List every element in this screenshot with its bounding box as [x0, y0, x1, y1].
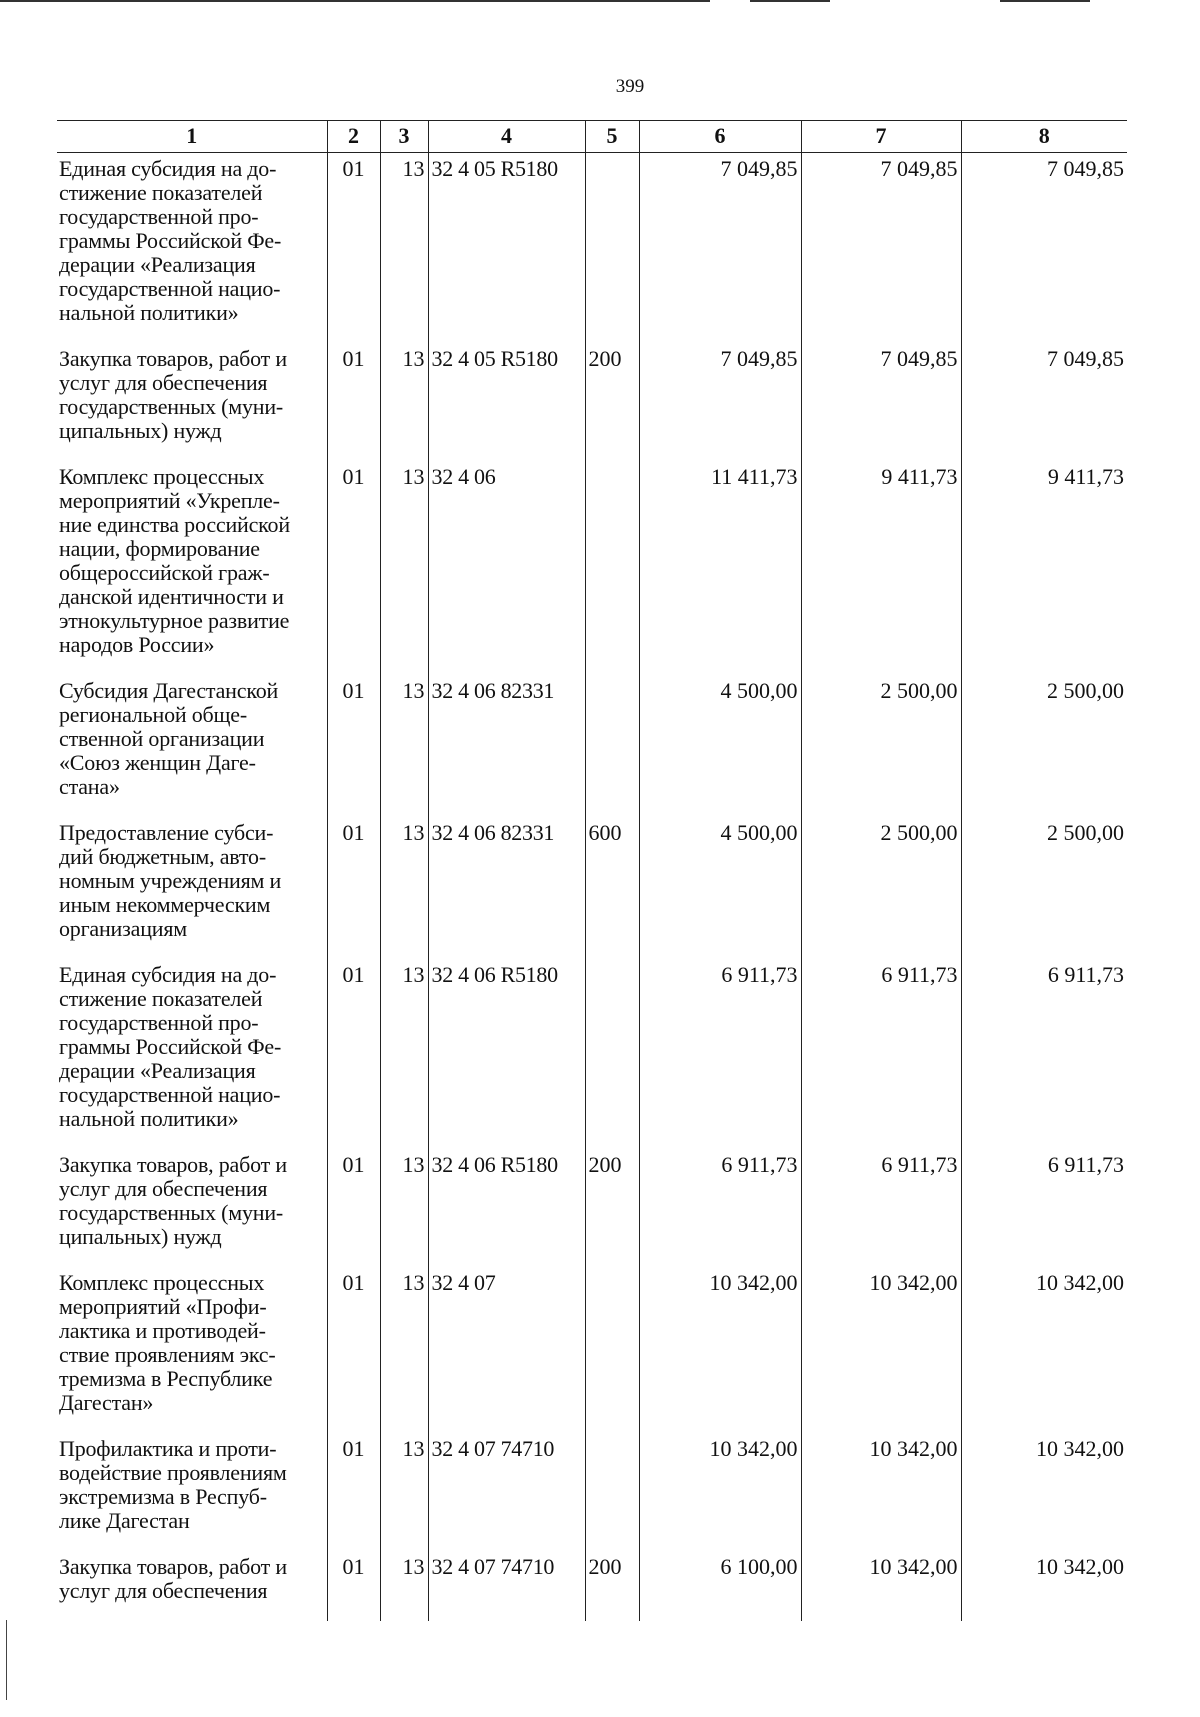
row-subsection: 13: [380, 153, 428, 344]
row-name: Предоставление субси- дий бюджетным, авто- номным учреждениям и иным некоммерческим организациям: [59, 820, 282, 941]
row-expense-type: 600: [585, 817, 639, 959]
row-subsection: 13: [380, 959, 428, 1149]
table-row: [57, 1433, 1127, 1551]
row-amount-6: 10 342,00: [639, 1267, 801, 1433]
row-section: 01: [327, 1267, 380, 1433]
row-amount-7: 10 342,00: [801, 1433, 961, 1551]
row-name: Закупка товаров, работ и услуг для обеспечения: [59, 1554, 287, 1603]
row-amount-7: 2 500,00: [801, 817, 961, 959]
scan-top-edge: [0, 0, 1200, 3]
row-section: 01: [327, 153, 380, 344]
row-amount-8: 2 500,00: [961, 817, 1127, 959]
row-section: 01: [327, 675, 380, 817]
row-amount-8: 10 342,00: [961, 1267, 1127, 1433]
row-amount-8: 10 342,00: [961, 1433, 1127, 1551]
table-row: [57, 1551, 1127, 1621]
row-name: Комплекс процессных мероприятий «Укрепле- ние единства российской нации, формирование общероссийской граж- данской идентичности и этнокультурное развитие народов России»: [59, 464, 290, 657]
table-row: [57, 153, 1127, 344]
row-target-code: 32 4 07 74710: [428, 1551, 585, 1621]
scan-left-margin-mark: [6, 1620, 7, 1700]
row-target-code: 32 4 06 82331: [428, 817, 585, 959]
row-section: 01: [327, 817, 380, 959]
row-amount-6: 7 049,85: [639, 343, 801, 461]
row-name: Закупка товаров, работ и услуг для обеспечения государственных (муни- ципальных) нужд: [59, 346, 287, 443]
table-row: [57, 461, 1127, 675]
row-name: Субсидия Дагестанской региональной обще- ственной организации «Союз женщин Даге- стана»: [59, 678, 279, 799]
col-header-5: 5: [585, 121, 639, 153]
col-header-8: 8: [961, 121, 1127, 153]
row-target-code: 32 4 06 82331: [428, 675, 585, 817]
table-header-row: [57, 121, 1127, 153]
row-amount-8: 2 500,00: [961, 675, 1127, 817]
col-header-7: 7: [801, 121, 961, 153]
row-expense-type: [585, 153, 639, 344]
row-name: Единая субсидия на до- стижение показателей государственной про- граммы Российской Фе- дерации «Реализация государственной нацио- нальной политики»: [59, 156, 282, 325]
row-target-code: 32 4 06 R5180: [428, 1149, 585, 1267]
page-number: 399: [615, 76, 645, 97]
row-subsection: 13: [380, 1149, 428, 1267]
row-amount-6: 4 500,00: [639, 675, 801, 817]
row-section: 01: [327, 1551, 380, 1621]
col-header-2: 2: [327, 121, 380, 153]
row-amount-7: 6 911,73: [801, 1149, 961, 1267]
col-header-3: 3: [380, 121, 428, 153]
row-subsection: 13: [380, 1551, 428, 1621]
row-expense-type: [585, 675, 639, 817]
table-row: [57, 675, 1127, 817]
row-amount-6: 10 342,00: [639, 1433, 801, 1551]
row-amount-7: 10 342,00: [801, 1551, 961, 1621]
row-target-code: 32 4 06: [428, 461, 585, 675]
row-name: Закупка товаров, работ и услуг для обеспечения государственных (муни- ципальных) нужд: [59, 1152, 287, 1249]
table-row: [57, 343, 1127, 461]
row-expense-type: [585, 1267, 639, 1433]
row-amount-6: 6 911,73: [639, 959, 801, 1149]
row-target-code: 32 4 07 74710: [428, 1433, 585, 1551]
budget-table: [57, 120, 1127, 1621]
row-section: 01: [327, 959, 380, 1149]
row-target-code: 32 4 07: [428, 1267, 585, 1433]
row-section: 01: [327, 343, 380, 461]
row-amount-8: 6 911,73: [961, 959, 1127, 1149]
row-name: Комплекс процессных мероприятий «Профи- лактика и противодей- ствие проявлениям экс- тремизма в Республике Дагестан»: [59, 1270, 276, 1415]
row-expense-type: [585, 1433, 639, 1551]
row-section: 01: [327, 461, 380, 675]
row-section: 01: [327, 1433, 380, 1551]
row-subsection: 13: [380, 675, 428, 817]
table-row: [57, 817, 1127, 959]
row-amount-6: 6 911,73: [639, 1149, 801, 1267]
row-amount-8: 9 411,73: [961, 461, 1127, 675]
row-target-code: 32 4 06 R5180: [428, 959, 585, 1149]
col-header-1: 1: [57, 121, 327, 153]
row-amount-7: 7 049,85: [801, 153, 961, 344]
row-name: Профилактика и проти- водействие проявлениям экстремизма в Респуб- лике Дагестан: [59, 1436, 287, 1533]
row-expense-type: [585, 461, 639, 675]
row-subsection: 13: [380, 461, 428, 675]
row-subsection: 13: [380, 1433, 428, 1551]
row-expense-type: [585, 959, 639, 1149]
row-amount-7: 6 911,73: [801, 959, 961, 1149]
table-row: [57, 959, 1127, 1149]
row-amount-6: 7 049,85: [639, 153, 801, 344]
row-subsection: 13: [380, 817, 428, 959]
row-section: 01: [327, 1149, 380, 1267]
row-amount-8: 10 342,00: [961, 1551, 1127, 1621]
row-amount-7: 7 049,85: [801, 343, 961, 461]
row-name: Единая субсидия на до- стижение показателей государственной про- граммы Российской Фе- дерации «Реализация государственной нацио- нальной политики»: [59, 962, 282, 1131]
col-header-6: 6: [639, 121, 801, 153]
row-expense-type: 200: [585, 1149, 639, 1267]
row-amount-8: 6 911,73: [961, 1149, 1127, 1267]
row-amount-6: 4 500,00: [639, 817, 801, 959]
row-amount-7: 10 342,00: [801, 1267, 961, 1433]
row-expense-type: 200: [585, 1551, 639, 1621]
row-target-code: 32 4 05 R5180: [428, 153, 585, 344]
row-amount-8: 7 049,85: [961, 343, 1127, 461]
row-target-code: 32 4 05 R5180: [428, 343, 585, 461]
row-amount-6: 11 411,73: [639, 461, 801, 675]
row-amount-6: 6 100,00: [639, 1551, 801, 1621]
row-subsection: 13: [380, 1267, 428, 1433]
col-header-4: 4: [428, 121, 585, 153]
table-row: [57, 1149, 1127, 1267]
row-subsection: 13: [380, 343, 428, 461]
row-amount-7: 9 411,73: [801, 461, 961, 675]
row-expense-type: 200: [585, 343, 639, 461]
table-row: [57, 1267, 1127, 1433]
row-amount-7: 2 500,00: [801, 675, 961, 817]
row-amount-8: 7 049,85: [961, 153, 1127, 344]
